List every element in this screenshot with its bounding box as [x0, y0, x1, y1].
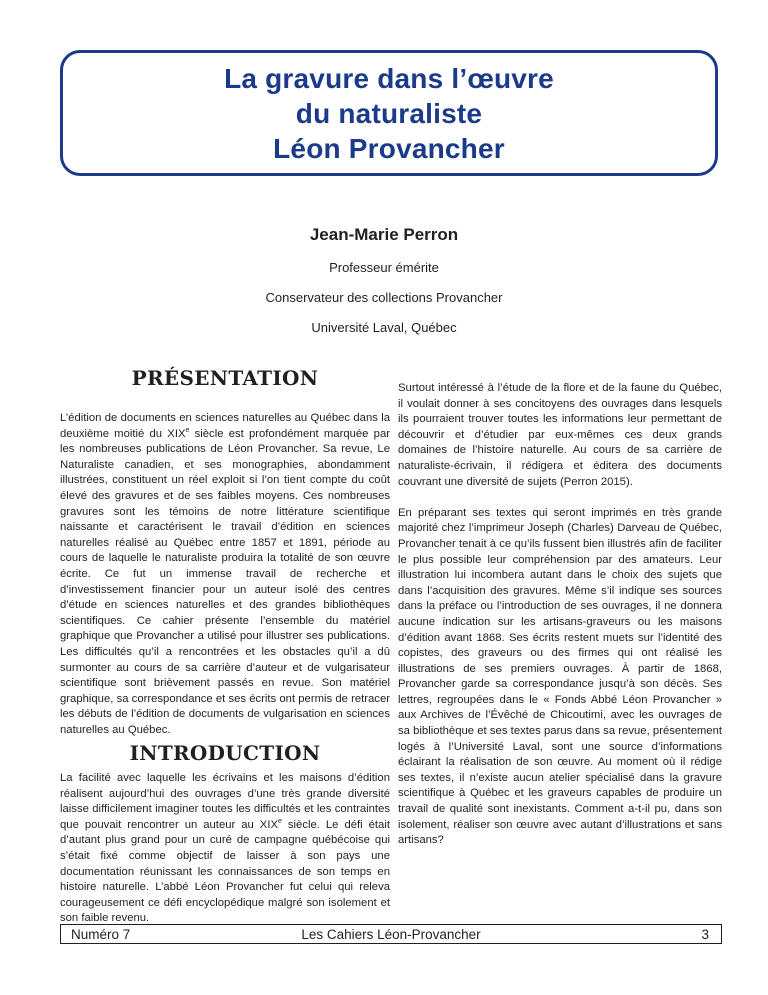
publication-name: Les Cahiers Léon-Provancher [301, 927, 481, 942]
introduction-text-start: La facilité avec laquelle les écrivains et les maisons d’édition réalisent aujourd’hui des ouvrages d’une très grande diversité laisse difficilement imaginer toutes les difficultés et les contraintes que pouvait rencontrer un auteur au XIX [60, 772, 390, 831]
presentation-paragraph [60, 411, 390, 738]
title-box [60, 50, 718, 176]
affiliation-university: Université Laval, Québec [311, 320, 457, 335]
presentation-text-end: siècle est profondément marquée par les nombreuses publications de Léon Provancher. Sa revue, Le Naturaliste canadien, et ses monographies, abondamment illustrées, constituent un réel exploit si l’on tient compte du coût élevé des gravures et de ses faibles moyens. Ces nombreuses gravures sont les témoins de notre littérature scientifique naissante et caractérisent le travail d’édition en sciences naturelles réalisé au Québec entre 1857 et 1891, période au cours de laquelle le naturaliste produira la totalité de son œuvre écrite. Ce fut un immense travail de recherche et d’investissement financier pour un auteur isolé des centres d’étude en sciences naturelles et des grandes bibliothèques scientifiques. Ce cahier présente l’ensemble du matériel graphique que Provancher a utilisé pour illustrer ses publications. Les difficultés qu’il a rencontrées et les obstacles qu’il a dû surmonter au cours de sa carrière d’auteur et de vulgarisateur scientifique sont brièvement passés en revue. Son matériel graphique, sa correspondance et ses écrits ont permis de retracer les débuts de l’édition de documents de vulgarisation en sciences naturelles au Québec. [60, 427, 390, 736]
introduction-body [60, 771, 390, 927]
article-title [224, 61, 554, 166]
right-column [398, 381, 722, 849]
introduction-paragraph [60, 771, 390, 927]
title-line-1: La gravure dans l’œuvre [224, 62, 554, 94]
introduction-heading: INTRODUCTION [129, 741, 321, 765]
introduction-text-end: siècle. Le défi était d’autant plus grand pour un curé de campagne québécoise qui s’était fixé comme objectif de laisser à son pays une documentation réunissant les connaissances de son temps en histoire naturelle. L’abbé Léon Provancher fut celui qui releva courageusement ce défi encyclopédique malgré son isolement et son faible revenu. [60, 818, 390, 925]
affiliation-title: Professeur émérite [329, 260, 439, 275]
title-line-2: du naturaliste [295, 97, 483, 129]
presentation-text-start: L’édition de documents en sciences naturelles au Québec dans la deuxième moitié du XIX [60, 412, 390, 440]
right-paragraph-1: Surtout intéressé à l’étude de la flore et de la faune du Québec, il voulait donner à ses concitoyens des ouvrages dans lesquels ils pourraient trouver toutes les informations leur permettant de découvrir et d’étudier par eux-mêmes ces deux grands domaines de l’histoire naturelle. Au cours de sa carrière de naturaliste-écrivain, il rédigera et éditera des documents couvrant une diversité de sujets (Perron 2015). [398, 382, 722, 488]
page-footer [60, 924, 722, 944]
superscript: e [185, 426, 190, 434]
page-number: 3 [701, 927, 709, 942]
superscript: e [278, 818, 282, 826]
issue-number: Numéro 7 [71, 927, 131, 942]
presentation-heading: PRÉSENTATION [131, 366, 319, 390]
presentation-body [60, 411, 390, 738]
title-line-3: Léon Provancher [273, 132, 505, 164]
right-paragraph-2: En préparant ses textes qui seront imprimés en très grande majorité chez l’imprimeur Joseph (Charles) Darveau de Québec, Provancher tenait à ce qu’ils fussent bien illustrés afin de faciliter le plus possible leur compréhension par des amateurs. Leur illustration lui incombera autant dans le choix des sujets que dans l’acquisition des gravures. Même s’il indique ses sources dans la préface ou l’introduction de ses ouvrages, il ne donnera aucune indication sur les artisans-graveurs ou les maisons d’édition avant 1868. Ses écrits restent muets sur l’identité des copistes, des graveurs ou des firmes qui ont réalisé les illustrations de ses premiers ouvrages. À partir de 1868, Provancher garde sa correspondance jusqu’à son décès. Ses lettres, regroupées dans le « Fonds Abbé Léon Provancher » aux Archives de l’Évêché de Chicoutimi, avec les ouvrages de sa bibliothèque et ses textes parus dans sa revue, présentement logés à l’Université Laval, sont une source d’informations éclairant la réalisation de son œuvre. Au moment où il rédige ses textes, il n’existe aucun atelier spécialisé dans la gravure scientifique à Québec et les graveurs capables de produire un travail de qualité sont inexistants. Comment a-t-il pu, dans son isolement, réaliser son œuvre avec autant d’illustrations et sans artisans? [398, 506, 722, 847]
affiliation-role: Conservateur des collections Provancher [265, 290, 503, 305]
author-name: Jean-Marie Perron [309, 225, 459, 244]
